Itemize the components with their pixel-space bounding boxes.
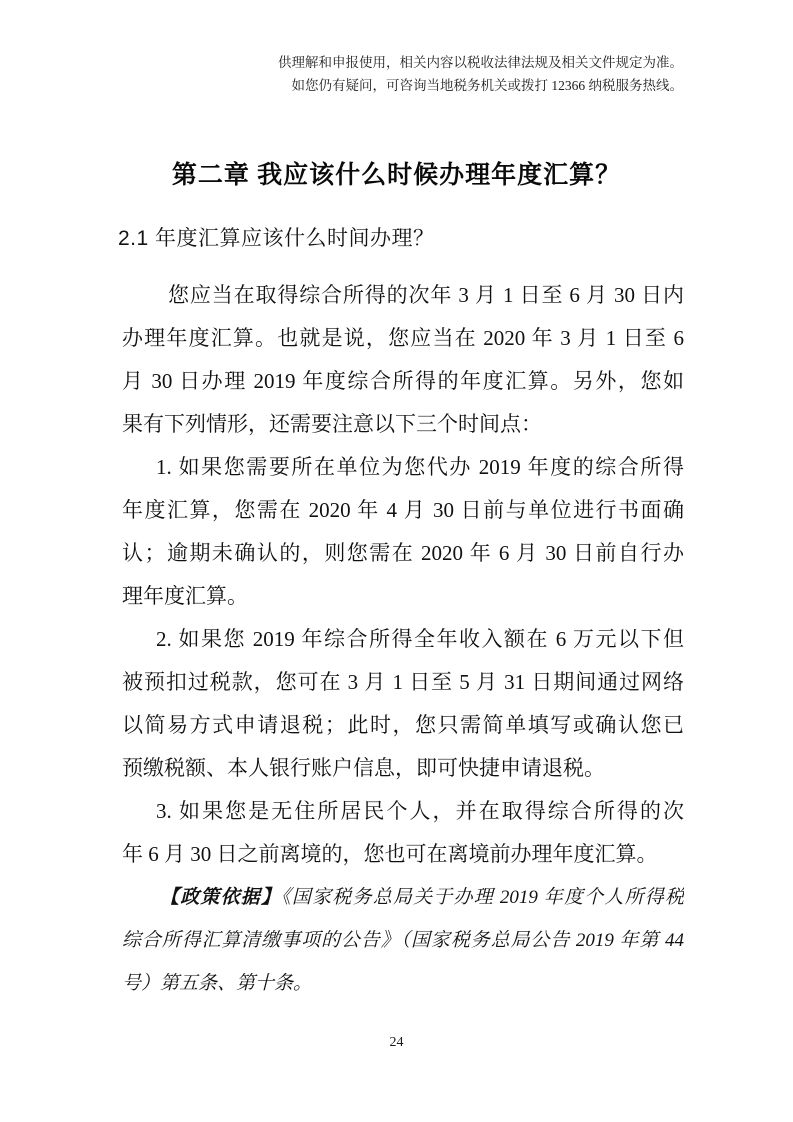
- policy-basis-paragraph: [122, 876, 684, 1005]
- text-line: 以简易方式申请退税；此时，您只需简单填写或确认您已: [122, 713, 684, 737]
- text-line: 2. 如果您 2019 年综合所得全年收入额在 6 万元以下但: [156, 627, 684, 651]
- text-line: 办理年度汇算。也就是说，您应当在 2020 年 3 月 1 日至 6: [122, 326, 684, 350]
- chapter-title: 第二章 我应该什么时候办理年度汇算？: [171, 162, 622, 189]
- text-line: 您应当在取得综合所得的次年 3 月 1 日至 6 月 30 日内: [168, 283, 684, 307]
- text-line: 号）第五条、第十条。: [122, 973, 313, 994]
- intro-paragraph: [122, 274, 684, 446]
- text-line: 认；逾期未确认的，则您需在 2020 年 6 月 30 日前自行办: [122, 541, 684, 565]
- text-line: 预缴税额、本人银行账户信息，即可快捷申请退税。: [122, 756, 605, 780]
- text-line: 【政策依据】《国家税务总局关于办理 2019 年度个人所得税: [160, 887, 684, 908]
- text-line: 1. 如果您需要所在单位为您代办 2019 年度的综合所得: [156, 455, 684, 479]
- body-text: [122, 274, 684, 1005]
- section-heading: 2.1 年度汇算应该什么时间办理？: [118, 227, 435, 250]
- header-note-line-1: 供理解和申报使用，相关内容以税收法律法规及相关文件规定为准。: [278, 55, 683, 70]
- header-note-line-2: 如您仍有疑问，可咨询当地税务机关或拨打 12366 纳税服务热线。: [291, 78, 683, 93]
- text-line: 综合所得汇算清缴事项的公告》（国家税务总局公告 2019 年第 44: [122, 930, 684, 951]
- text-line: 年度汇算，您需在 2020 年 4 月 30 日前与单位进行书面确: [122, 498, 684, 522]
- page-number: 24: [389, 1035, 404, 1050]
- item-3-paragraph: [122, 790, 684, 876]
- item-2-paragraph: [122, 618, 684, 790]
- policy-basis-label: 【政策依据】: [160, 887, 282, 908]
- text-line: 月 30 日办理 2019 年度综合所得的年度汇算。另外，您如: [122, 369, 684, 393]
- item-1-paragraph: [122, 446, 684, 618]
- text-line: 年 6 月 30 日之前离境的，您也可在离境前办理年度汇算。: [122, 842, 658, 866]
- text-line: 果有下列情形，还需要注意以下三个时间点：: [122, 412, 542, 436]
- text-line: 被预扣过税款，您可在 3 月 1 日至 5 月 31 日期间通过网络: [122, 670, 684, 694]
- text-line: 3. 如果您是无住所居民个人，并在取得综合所得的次: [156, 799, 684, 823]
- text-line: 理年度汇算。: [122, 584, 248, 608]
- page-header-note: [278, 51, 683, 97]
